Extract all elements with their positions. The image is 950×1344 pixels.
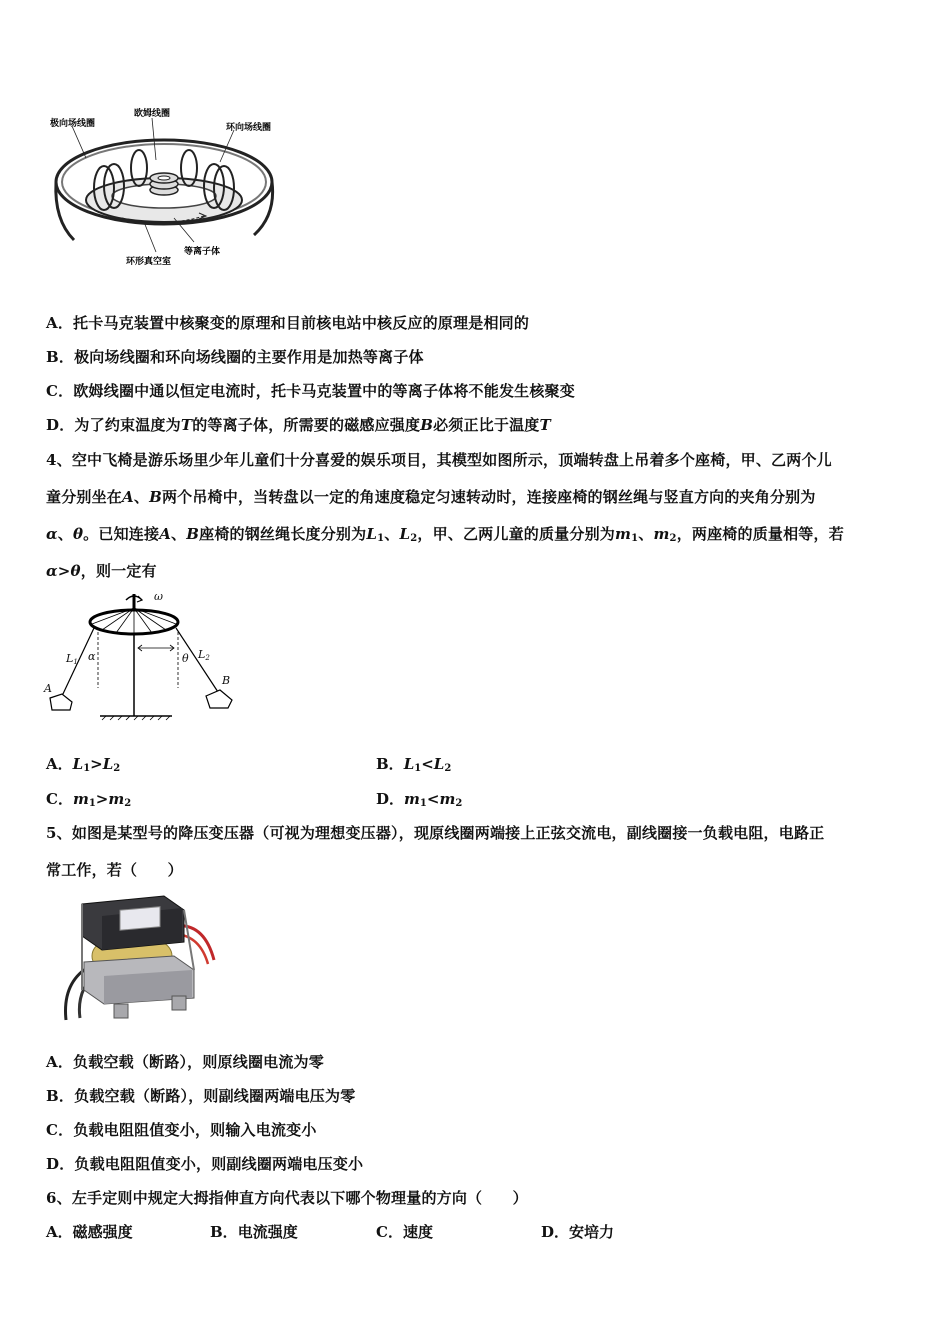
tokamak-figure: [44, 100, 284, 270]
subscript: 2: [455, 798, 463, 809]
text: 、: [133, 488, 150, 506]
subscript: 2: [205, 654, 210, 662]
q5-option-a: [46, 1051, 324, 1072]
var-A: A: [159, 525, 172, 543]
option-key: C．: [376, 1223, 403, 1241]
text: ，两座椅的质量相等，若: [676, 525, 844, 543]
subscript: 2: [124, 798, 132, 809]
option-key: B．: [210, 1223, 238, 1241]
q3-option-b: [46, 346, 424, 367]
q4-stem-line1: 4、空中飞椅是游乐场里少年儿童们十分喜爱的娱乐项目，其模型如图所示，顶端转盘上吊着多个座椅，甲、乙两个儿: [46, 451, 832, 469]
option-key: D．: [46, 1155, 75, 1173]
text: L: [198, 648, 206, 661]
subscript: 1: [73, 658, 78, 666]
option-key: B．: [46, 1087, 75, 1105]
var: L: [433, 755, 445, 773]
option-text: 负载电阻阻值变小，则副线圈两端电压变小: [74, 1155, 364, 1173]
text: >: [57, 562, 71, 580]
transformer-drawing: [54, 886, 224, 1026]
label-omega: ω: [154, 590, 163, 603]
label-ohmic-coil: 欧姆线圈: [134, 109, 171, 119]
label-plasma: 等离子体: [184, 247, 221, 257]
option-key: A．: [46, 1053, 74, 1071]
var-theta: θ: [70, 562, 81, 580]
q6-option-a: [46, 1221, 133, 1242]
text: L: [66, 652, 74, 665]
transformer-figure: [54, 886, 224, 1026]
label-theta: θ: [182, 652, 189, 665]
option-key: D．: [46, 416, 75, 434]
subscript: 1: [83, 763, 91, 774]
option-text: 负载电阻阻值变小，则输入电流变小: [73, 1121, 317, 1139]
text: 、: [171, 525, 187, 543]
q5-stem-line1: 5、如图是某型号的降压变压器（可视为理想变压器），现原线圈两端接上正弦交流电，副线圈接一负载电阻，电路正: [46, 824, 825, 842]
option-text: 为了约束温度为: [74, 416, 181, 434]
option-text: 电流强度: [237, 1223, 298, 1241]
q4-stem-line2: [46, 486, 816, 507]
option-key: A．: [46, 1223, 73, 1241]
option-text: 磁感强度: [72, 1223, 133, 1241]
operator: <: [426, 790, 440, 808]
text: 两个吊椅中，当转盘以一定的角速度稳定匀速转动时，连接座椅的钢丝绳与竖直方向的夹角分别为: [161, 488, 816, 506]
var: m: [72, 790, 89, 808]
label-L2: [198, 648, 210, 662]
var-B: B: [186, 525, 200, 543]
q4-option-b: [376, 753, 451, 774]
label-A: A: [44, 682, 52, 695]
var-B: B: [420, 416, 434, 434]
var: L: [403, 755, 415, 773]
q5-option-b: [46, 1085, 355, 1106]
text: 。已知连接: [83, 525, 160, 543]
q3-option-d: [46, 414, 551, 435]
q4-option-c: [46, 788, 131, 809]
subscript: 1: [419, 798, 427, 809]
q6-option-d: [541, 1221, 614, 1242]
text: ，甲、乙两儿童的质量分别为: [417, 525, 615, 543]
subscript: 2: [113, 763, 121, 774]
q3-option-a: [46, 312, 529, 333]
option-text: 负载空载（断路），则副线圈两端电压为零: [74, 1087, 356, 1105]
subscript: 1: [414, 763, 422, 774]
text: 座椅的钢丝绳长度分别为: [199, 525, 367, 543]
q4-option-a: [46, 753, 120, 774]
option-text: 速度: [402, 1223, 433, 1241]
var-m: m: [653, 525, 670, 543]
var-theta: θ: [72, 525, 84, 543]
var-L: L: [399, 525, 411, 543]
label-toroidal-coil: 环向场线圈: [226, 123, 272, 133]
q3-option-c: [46, 380, 575, 401]
subscript: 2: [444, 763, 452, 774]
option-key: C．: [46, 790, 73, 808]
option-key: C．: [46, 382, 74, 400]
var-L: L: [366, 525, 378, 543]
var: m: [108, 790, 125, 808]
label-poloidal-coil: 极向场线圈: [50, 119, 96, 129]
option-text: 必须正比于温度: [433, 416, 540, 434]
q6-option-c: [376, 1221, 433, 1242]
option-text: 安培力: [569, 1223, 615, 1241]
text: 、: [384, 525, 400, 543]
q5-option-d: [46, 1153, 363, 1174]
var: m: [404, 790, 420, 808]
subscript: 2: [410, 533, 418, 544]
option-key: B．: [46, 348, 75, 366]
label-B: B: [222, 674, 231, 687]
q4-option-d: [376, 788, 462, 809]
q4-stem-line4: [46, 560, 157, 581]
label-vacuum-chamber: 环形真空室: [126, 257, 172, 267]
q6-stem: 6、左手定则中规定大拇指伸直方向代表以下哪个物理量的方向（ ）: [46, 1189, 528, 1207]
var-m: m: [614, 525, 632, 543]
operator: >: [90, 755, 103, 773]
q5-option-c: [46, 1119, 317, 1140]
option-text: 负载空载（断路），则原线圈电流为零: [73, 1053, 324, 1071]
operator: <: [421, 755, 434, 773]
label-alpha: α: [88, 650, 96, 663]
text: 、: [638, 525, 654, 543]
text: 、: [57, 525, 73, 543]
var-B: B: [149, 488, 162, 506]
option-text: 托卡马克装置中核聚变的原理和目前核电站中核反应的原理是相同的: [73, 314, 530, 332]
var-T: T: [539, 416, 551, 434]
var-alpha: α: [46, 562, 58, 580]
q6-option-b: [210, 1221, 298, 1242]
text: ，则一定有: [80, 562, 157, 580]
q5-stem-line2: 常工作，若（ ）: [46, 861, 183, 879]
option-key: A．: [46, 314, 74, 332]
option-key: A．: [46, 755, 73, 773]
subscript: 1: [631, 533, 639, 544]
option-key: B．: [376, 755, 404, 773]
var: m: [439, 790, 456, 808]
flying-chair-figure: [42, 588, 242, 723]
option-text: 极向场线圈和环向场线圈的主要作用是加热等离子体: [74, 348, 424, 366]
var-T: T: [180, 416, 193, 434]
var-alpha: α: [46, 525, 58, 543]
var-A: A: [122, 488, 134, 506]
subscript: 1: [88, 798, 96, 809]
q4-stem-line3: [46, 523, 844, 544]
var: L: [72, 755, 84, 773]
text: 童分别坐在: [46, 488, 123, 506]
option-text: 的等离子体，所需要的磁感应强度: [192, 416, 421, 434]
option-text: 欧姆线圈中通以恒定电流时，托卡马克装置中的等离子体将不能发生核聚变: [73, 382, 575, 400]
operator: >: [95, 790, 109, 808]
option-key: C．: [46, 1121, 74, 1139]
subscript: 2: [669, 533, 677, 544]
option-key: D．: [541, 1223, 570, 1241]
option-key: D．: [376, 790, 405, 808]
subscript: 1: [377, 533, 385, 544]
label-L1: [66, 652, 78, 666]
var: L: [102, 755, 114, 773]
